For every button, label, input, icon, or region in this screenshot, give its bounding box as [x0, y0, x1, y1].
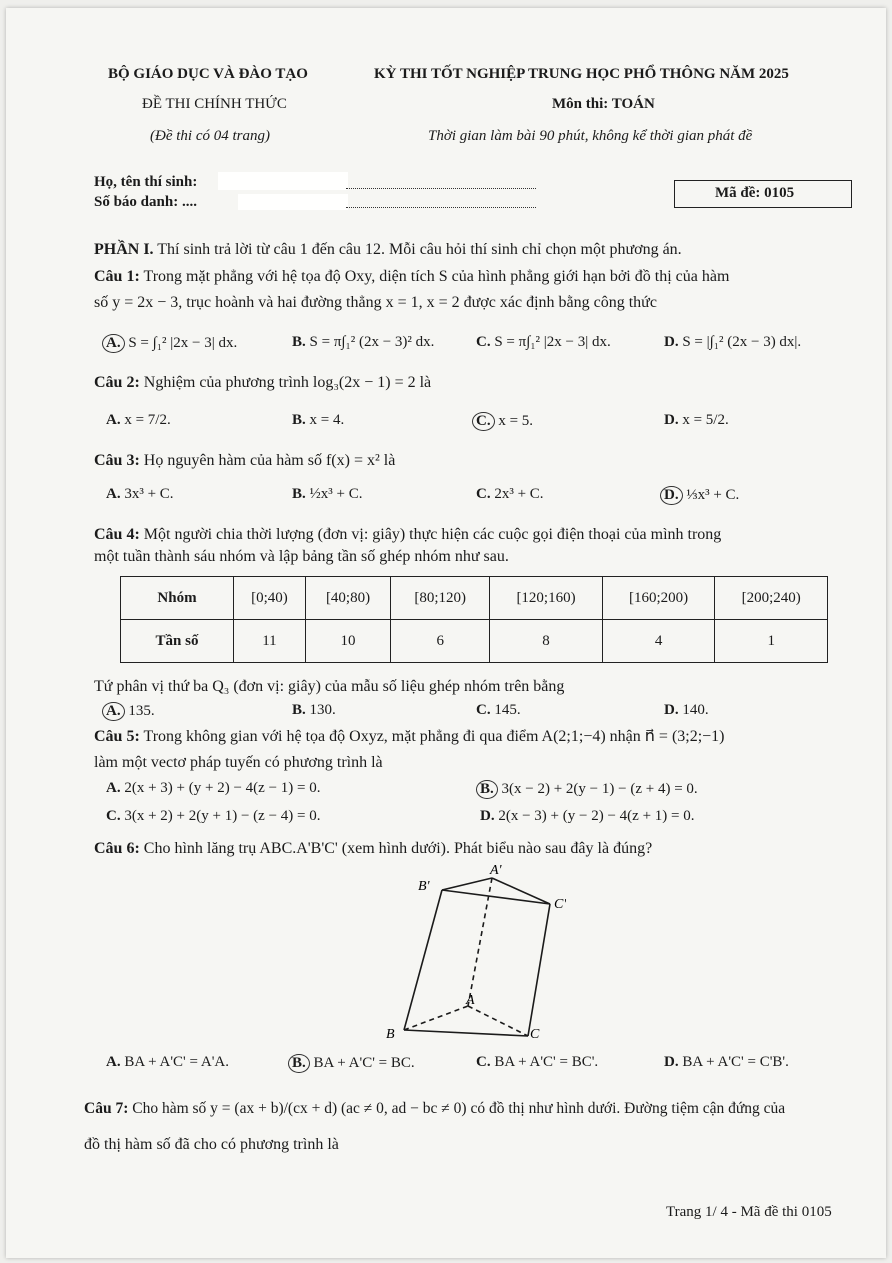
q2-d-letter: D. [664, 412, 679, 428]
q5-d-text: 2(x − 3) + (y − 2) − 4(z + 1) = 0. [498, 808, 695, 824]
q6-d-text: BA + A'C' = C'B'. [682, 1054, 789, 1070]
q5-option-d[interactable] [480, 808, 694, 825]
q6-option-d[interactable] [664, 1054, 789, 1071]
exam-title: KỲ THI TỐT NGHIỆP TRUNG HỌC PHỔ THÔNG NĂM 2025 [374, 66, 789, 82]
table-cell: 10 [305, 620, 390, 663]
table-cell: 11 [234, 620, 306, 663]
subject: Môn thi: TOÁN [552, 96, 655, 112]
q4-b-letter: B. [292, 702, 306, 718]
q2-a-letter: A. [106, 412, 121, 428]
q2-option-d[interactable] [664, 412, 729, 429]
edge-ba [404, 1006, 468, 1030]
q3-d-text: ⅓x³ + C. [686, 487, 740, 503]
q7-line1 [84, 1098, 785, 1120]
q5-text2: làm một vectơ pháp tuyến có phương trình là [94, 754, 383, 771]
q4-c-text: 145. [494, 702, 521, 718]
table-cell: 8 [490, 620, 603, 663]
q3-option-d[interactable] [664, 486, 739, 505]
q5-a-letter: A. [106, 780, 121, 796]
q6-label: Câu 6: [94, 840, 140, 857]
q1-line1 [94, 266, 729, 288]
q5-b-letter: B. [476, 780, 498, 799]
q5-b-text: 3(x − 2) + 2(y − 1) − (z + 4) = 0. [501, 781, 698, 797]
q5-a-text: 2(x + 3) + (y + 2) − 4(z − 1) = 0. [124, 780, 321, 796]
table-cell: [120;160) [490, 577, 603, 620]
q2-label: Câu 2: [94, 374, 140, 391]
q2-c-text: x = 5. [498, 413, 534, 429]
q3-option-b[interactable] [292, 486, 362, 503]
q5-option-a[interactable] [106, 780, 320, 797]
table-cell: 6 [391, 620, 490, 663]
q2-text: Nghiệm của phương trình log₃(2x − 1) = 2 là [143, 374, 432, 391]
part-instruction [94, 239, 682, 261]
q1-d-text: S = |∫₁² (2x − 3) dx|. [682, 334, 802, 350]
q2-option-b[interactable] [292, 412, 344, 429]
q5-d-letter: D. [480, 808, 495, 824]
label-b1: B' [418, 879, 430, 894]
q1-option-c[interactable] [476, 334, 611, 351]
q2-option-c[interactable] [476, 412, 533, 431]
q2-option-a[interactable] [106, 412, 171, 429]
q4-option-c[interactable] [476, 702, 521, 719]
edge-c1c [528, 904, 550, 1036]
edge-bc [404, 1030, 528, 1036]
q2-b-letter: B. [292, 412, 306, 428]
q1-b-letter: B. [292, 334, 306, 350]
q6-option-c[interactable] [476, 1054, 598, 1071]
edge-ac [468, 1006, 528, 1036]
name-dotted-line [346, 188, 536, 189]
q3-option-c[interactable] [476, 486, 544, 503]
q3-b-letter: B. [292, 486, 306, 502]
q4-a-letter: A. [102, 702, 125, 721]
q4-d-letter: D. [664, 702, 679, 718]
redaction-block [218, 172, 348, 190]
q1-a-text: S = ∫₁² |2x − 3| dx. [128, 335, 238, 351]
edge-b1a1 [442, 878, 492, 890]
table-cell: [200;240) [715, 577, 828, 620]
label-b: B [386, 1027, 395, 1042]
q3-option-a[interactable] [106, 486, 174, 503]
q2-d-text: x = 5/2. [682, 412, 729, 428]
label-c1: C' [554, 897, 566, 912]
q3-text: Họ nguyên hàm của hàm số f(x) = x² là [143, 452, 396, 469]
table-cell: [80;120) [391, 577, 490, 620]
exam-type: ĐỀ THI CHÍNH THỨC [142, 96, 287, 112]
label-c: C [530, 1027, 540, 1042]
q4-c-letter: C. [476, 702, 491, 718]
duration: Thời gian làm bài 90 phút, không kể thời gian phát đề [428, 128, 753, 144]
q7-text1: Cho hàm số y = (ax + b)/(cx + d) (ac ≠ 0, ad − bc ≠ 0) có đồ thị như hình dưới. Đường tiệm cận đứng của [132, 1100, 786, 1117]
table-row [121, 577, 828, 620]
q3-a-text: 3x³ + C. [124, 486, 174, 502]
q4-b-text: 130. [309, 702, 336, 718]
q1-text2: số y = 2x − 3, trục hoành và hai đường thẳng x = 1, x = 2 được xác định bằng công thức [94, 294, 657, 311]
exam-page [6, 8, 886, 1258]
q3-line [94, 450, 395, 472]
q5-c-letter: C. [106, 808, 121, 824]
table-header-cell: Tần số [121, 620, 234, 663]
q3-d-letter: D. [660, 486, 683, 505]
q5-option-c[interactable] [106, 808, 320, 825]
q2-c-letter: C. [472, 412, 495, 431]
table-cell: 4 [602, 620, 715, 663]
q6-d-letter: D. [664, 1054, 679, 1070]
part-title: PHẦN I. [94, 241, 154, 258]
q7-label: Câu 7: [84, 1100, 129, 1117]
q4-d-text: 140. [682, 702, 709, 718]
exam-code-box [674, 180, 852, 208]
q2-a-text: x = 7/2. [124, 412, 171, 428]
q4-label: Câu 4: [94, 526, 140, 543]
part-text: Thí sinh trả lời từ câu 1 đến câu 12. Mỗi câu hỏi thí sinh chỉ chọn một phương án. [157, 241, 682, 258]
q4-option-b[interactable] [292, 702, 336, 719]
q5-option-b[interactable] [480, 780, 698, 799]
edge-a1a [468, 878, 492, 1006]
frequency-table [120, 576, 828, 663]
q6-b-letter: B. [288, 1054, 310, 1073]
q6-line [94, 838, 652, 860]
q2-b-text: x = 4. [309, 412, 345, 428]
q3-c-letter: C. [476, 486, 491, 502]
q4-text2: một tuần thành sáu nhóm và lập bảng tần số ghép nhóm như sau. [94, 548, 509, 565]
q3-a-letter: A. [106, 486, 121, 502]
q4-after-text: Tứ phân vị thứ ba Q₃ (đơn vị: giây) của mẫu số liệu ghép nhóm trên bằng [94, 678, 565, 695]
q3-label: Câu 3: [94, 452, 140, 469]
q4-a-text: 135. [128, 703, 155, 719]
q7-text2: đồ thị hàm số đã cho có phương trình là [84, 1136, 339, 1153]
prism-figure [366, 860, 566, 1042]
q6-a-text: BA + A'C' = A'A. [124, 1054, 229, 1070]
q1-label: Câu 1: [94, 268, 140, 285]
page-footer: Trang 1/ 4 - Mã đề thi 0105 [666, 1204, 832, 1220]
q6-option-b[interactable] [292, 1054, 415, 1073]
table-header-cell: Nhóm [121, 577, 234, 620]
q6-b-text: BA + A'C' = BC. [313, 1055, 415, 1071]
q1-a-letter: A. [102, 334, 125, 353]
table-cell: 1 [715, 620, 828, 663]
q1-option-a[interactable] [106, 334, 237, 353]
q3-c-text: 2x³ + C. [494, 486, 544, 502]
q6-option-a[interactable] [106, 1054, 229, 1071]
ministry-name: BỘ GIÁO DỤC VÀ ĐÀO TẠO [108, 66, 308, 82]
table-cell: [160;200) [602, 577, 715, 620]
q4-option-a[interactable] [106, 702, 155, 721]
q1-d-letter: D. [664, 334, 679, 350]
q1-option-d[interactable] [664, 334, 801, 351]
q2-line [94, 372, 431, 394]
exam-code: Mã đề: 0105 [715, 185, 795, 201]
label-a: A [466, 993, 475, 1008]
q5-label: Câu 5: [94, 728, 140, 745]
edge-b1b [404, 890, 442, 1030]
name-label: Họ, tên thí sinh: [94, 174, 198, 190]
q4-option-d[interactable] [664, 702, 709, 719]
q1-option-b[interactable] [292, 334, 434, 351]
q1-c-text: S = π∫₁² |2x − 3| dx. [494, 334, 611, 350]
q4-text1: Một người chia thời lượng (đơn vị: giây) thực hiện các cuộc gọi điện thoại của mình trong [143, 526, 722, 543]
table-cell: [0;40) [234, 577, 306, 620]
q6-c-text: BA + A'C' = BC'. [494, 1054, 599, 1070]
table-cell: [40;80) [305, 577, 390, 620]
q6-c-letter: C. [476, 1054, 491, 1070]
q5-text1: Trong không gian với hệ tọa độ Oxyz, mặt phẳng đi qua điểm A(2;1;−4) nhận n⃗ = (3;2;−1) [143, 728, 725, 745]
pages-note: (Đề thi có 04 trang) [150, 128, 270, 144]
q5-c-text: 3(x + 2) + 2(y + 1) − (z − 4) = 0. [124, 808, 321, 824]
table-row [121, 620, 828, 663]
q5-line1 [94, 726, 725, 748]
q1-b-text: S = π∫₁² (2x − 3)² dx. [309, 334, 435, 350]
id-label: Số báo danh: .... [94, 194, 197, 210]
q1-c-letter: C. [476, 334, 491, 350]
q1-text1: Trong mặt phẳng với hệ tọa độ Oxy, diện tích S của hình phẳng giới hạn bởi đồ thị của hàm [143, 268, 730, 285]
q6-a-letter: A. [106, 1054, 121, 1070]
q6-text: Cho hình lăng trụ ABC.A'B'C' (xem hình dưới). Phát biểu nào sau đây là đúng? [143, 840, 653, 857]
redaction-block [238, 194, 348, 210]
id-dotted-line [346, 207, 536, 208]
q3-b-text: ½x³ + C. [309, 486, 363, 502]
label-a1: A' [490, 863, 502, 878]
q4-line1 [94, 524, 721, 546]
